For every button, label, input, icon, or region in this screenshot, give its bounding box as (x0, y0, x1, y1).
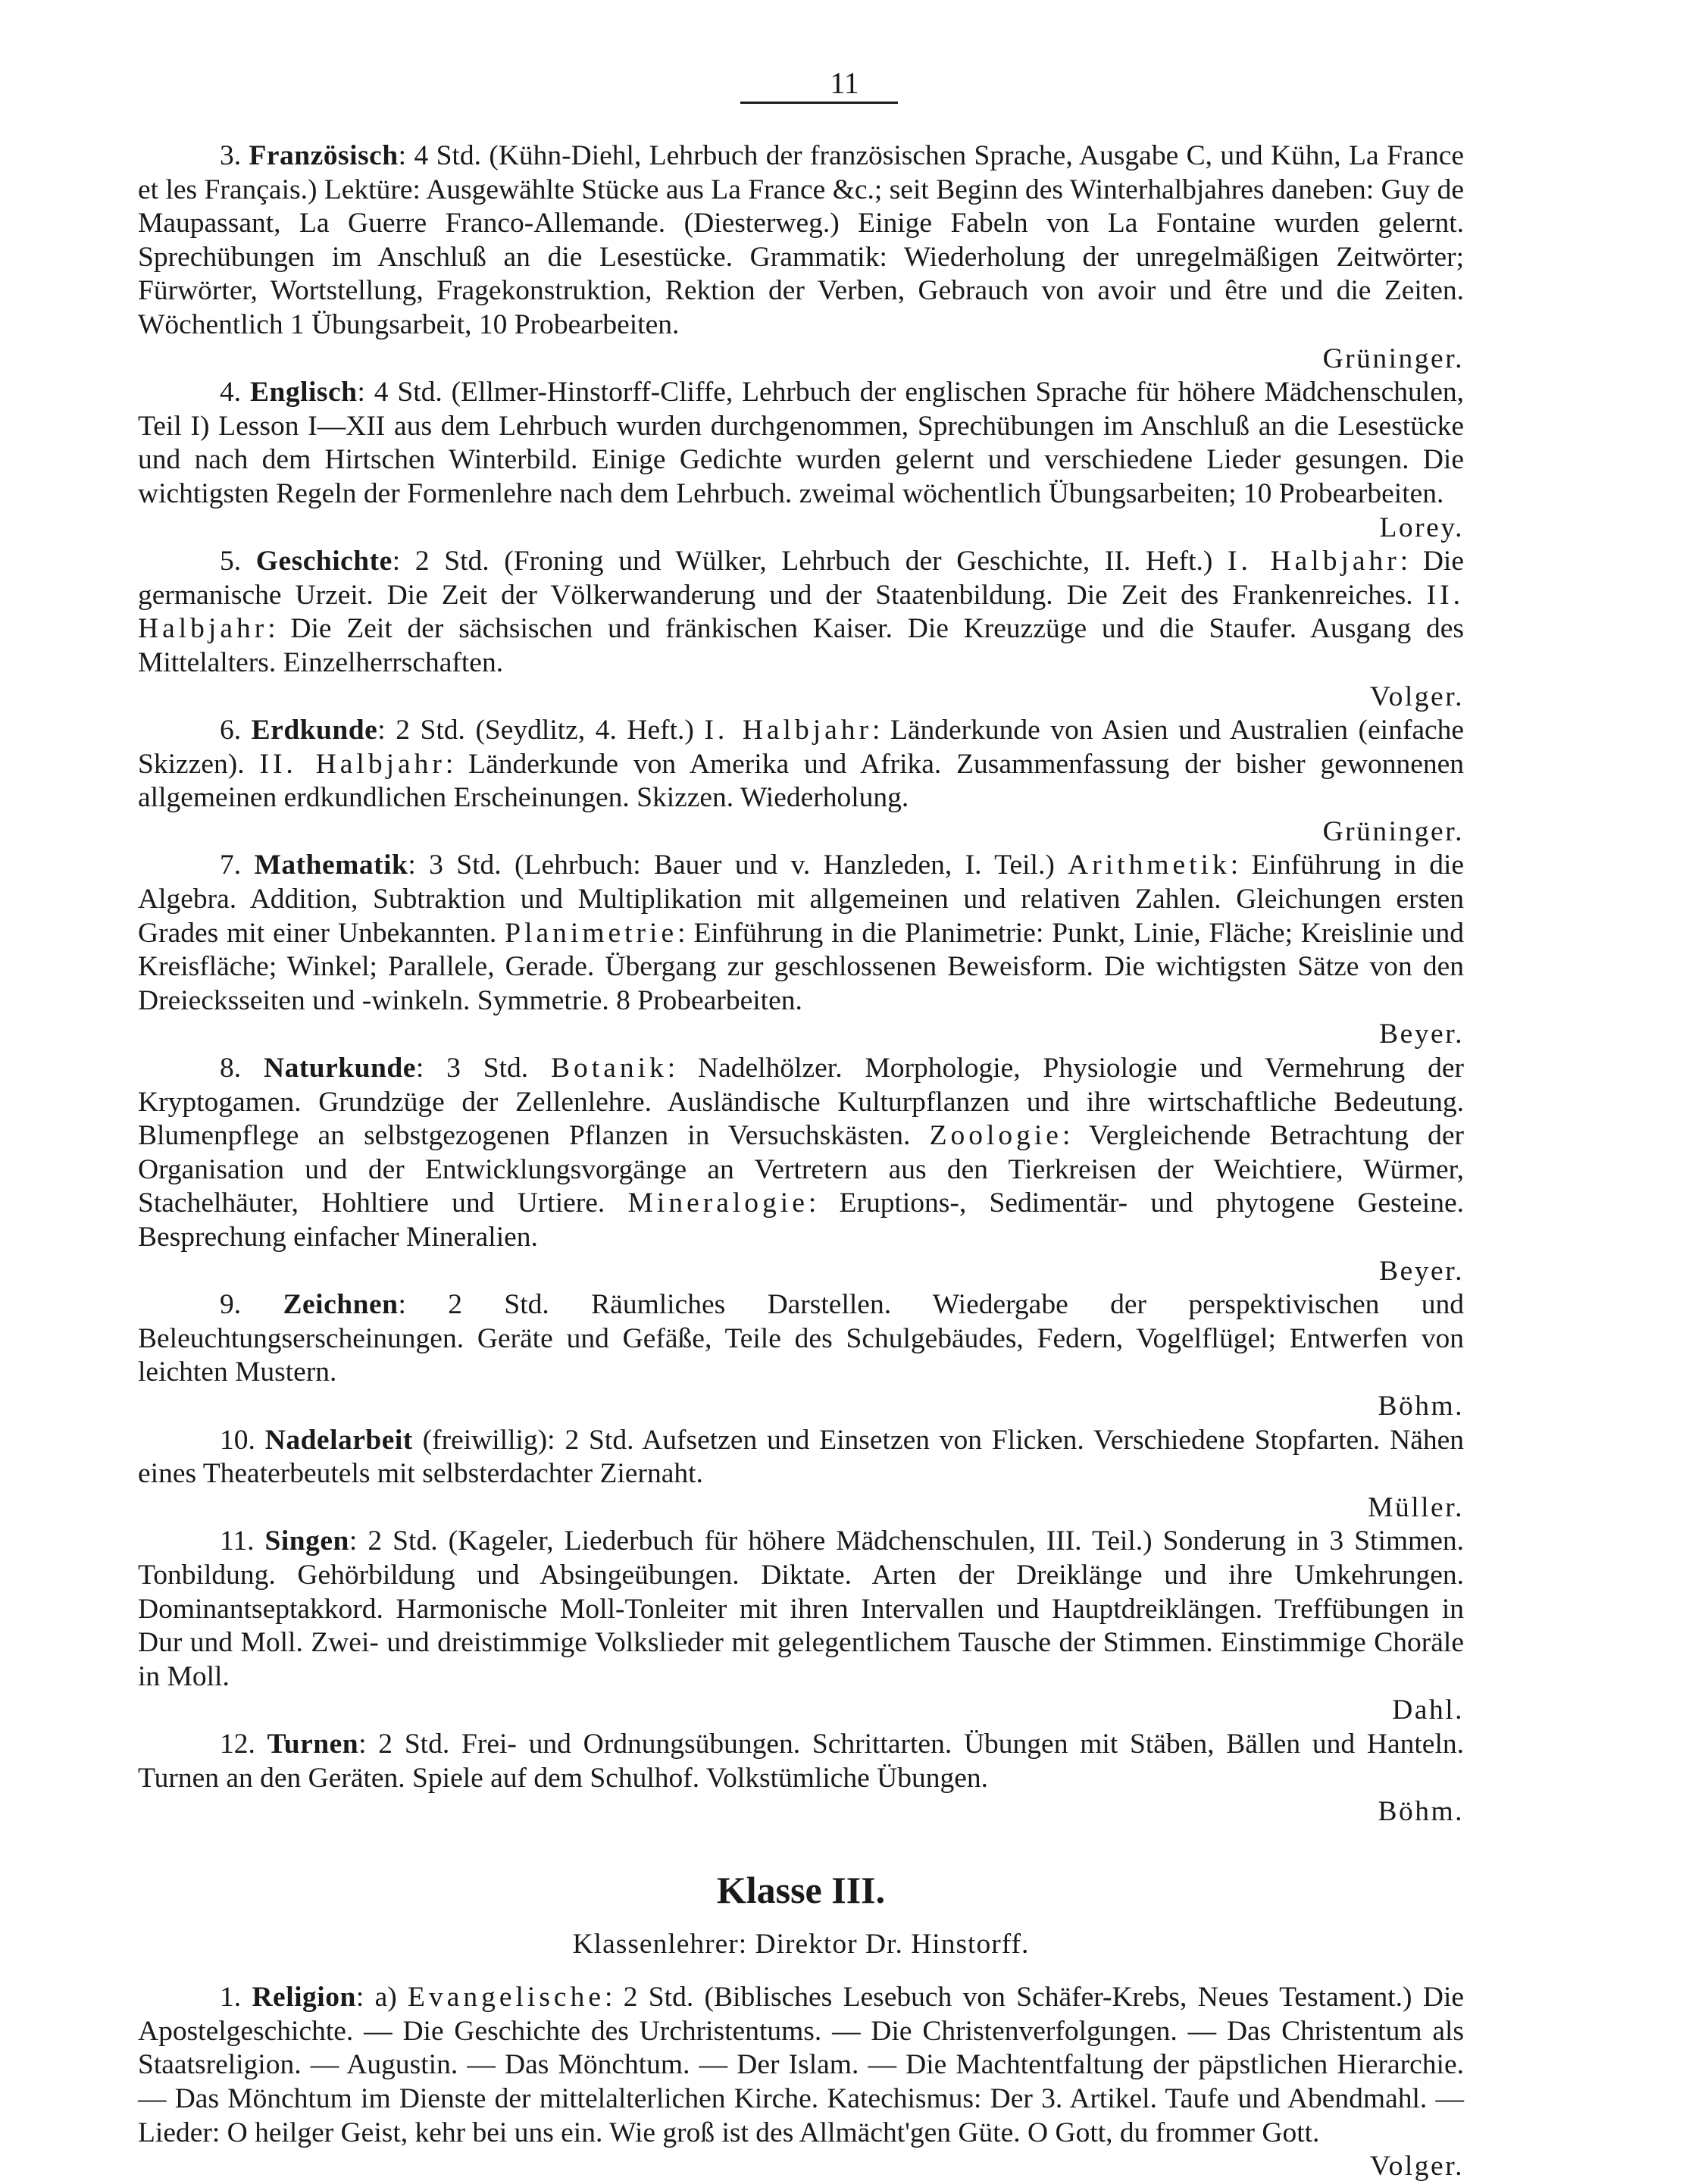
page-number: 11 (830, 66, 859, 100)
subject-paragraph (138, 1525, 1464, 1728)
subject-paragraph (138, 1052, 1464, 1288)
subject-number: 3. (220, 140, 249, 171)
subject-text: : 2 Std. Frei- und Ordnungsübungen. Schrittarten. Übungen mit Stäben, Bällen und Hanteln. Turnen an den Geräten. Spiele auf dem Schulhof. Volkstümliche Übungen. (138, 1728, 1464, 1794)
subject-paragraph (138, 1288, 1464, 1423)
subject-paragraph (138, 1728, 1464, 1829)
subject-paragraph (138, 545, 1464, 714)
page-number-underline (740, 102, 898, 104)
teacher-name: Böhm. (1378, 1796, 1464, 1828)
subject-text: : 2 Std. (Kageler, Liederbuch für höhere Mädchenschulen, III. Teil.) Sonderung in 3 Stimmen. Tonbildung. Gehörbildung und Absingeübungen. Diktate. Arten der Dreiklänge und ihre Umkehrungen. Dominantseptakkord. Harmonische Moll-Tonleiter mit ihren Intervallen und Hauptdreiklängen. Treffübungen in Dur und Moll. Zwei- und dreistimmige Volkslieder mit gelegentlichem Tausche der Stimmen. Einstimmige Choräle in Moll. (138, 1525, 1464, 1692)
emphasized-term: Arithmetik (1068, 850, 1231, 881)
subject-paragraph (138, 1424, 1464, 1525)
subject-text: : Die germanische Urzeit. Die Zeit der Völkerwanderung und der Staatenbildung. Die Zeit des Frankenreiches. (138, 546, 1464, 611)
subject-number: 11. (220, 1525, 265, 1557)
subject-list-klasse-iv (138, 139, 1464, 1829)
teacher-name: Grüninger. (1322, 343, 1464, 374)
emphasized-term: Botanik (551, 1053, 668, 1084)
subject-title: Turnen (267, 1728, 359, 1760)
subject-text: : 2 Std. (Froning und Wülker, Lehrbuch der Geschichte, II. Heft.) (392, 546, 1228, 577)
subject-text: : 3 Std. (415, 1053, 552, 1084)
subject-text: : 4 Std. (Kühn-Diehl, Lehrbuch der französischen Sprache, Ausgabe C, und Kühn, La France et les Français.) Lektüre: Ausgewählte Stücke aus La France &c.; seit Beginn des Winterhalbjahres daneben: Guy de Maupassant, La Guerre Franco-Allemande. (Diesterweg.) Einige Fabeln von La Fontaine wurden gelernt. Sprechübungen im Anschluß an die Lesestücke. Grammatik: Wiederholung der unregelmäßigen Zeitwörter; Fürwörter, Wortstellung, Fragekonstruktion, Rektion der Verben, Gebrauch von avoir und être und die Zeiten. Wöchentlich 1 Übungsarbeit, 10 Probearbeiten. (138, 140, 1464, 340)
subject-title: Naturkunde (263, 1053, 416, 1084)
teacher-name: Volger. (1369, 681, 1464, 712)
subject-paragraph (138, 376, 1464, 545)
subject-number: 10. (220, 1424, 265, 1456)
subject-text: : Die Zeit der sächsischen und fränkischen Kaiser. Die Kreuzzüge und die Staufer. Ausgang des Mittelalters. Einzelherrschaften. (138, 613, 1464, 678)
section-heading: Klasse III. (716, 1868, 886, 1911)
subject-text: : Eruptions-, Sedimentär- und phytogene Gesteine. Besprechung einfacher Mineralien. (138, 1187, 1464, 1253)
page-body (138, 139, 1464, 2184)
subject-list-klasse-iii (138, 1981, 1464, 2184)
subject-text: : 2 Std. (Seydlitz, 4. Heft.) (377, 715, 705, 746)
subject-paragraph (138, 1981, 1464, 2184)
subject-paragraph (138, 849, 1464, 1052)
subject-paragraph (138, 139, 1464, 376)
subject-number: 4. (220, 377, 250, 408)
teacher-name: Grüninger. (1322, 815, 1464, 847)
subject-text: : 3 Std. (Lehrbuch: Bauer und v. Hanzleden, I. Teil.) (408, 850, 1068, 881)
teacher-name: Böhm. (1378, 1390, 1464, 1422)
subject-text: (freiwillig): 2 Std. Aufsetzen und Einsetzen von Flicken. Verschiedene Stopfarten. Nähen eines Theaterbeutels mit selbsterdachter Ziernaht. (138, 1424, 1464, 1490)
subject-number: 5. (220, 546, 256, 577)
subject-title: Englisch (249, 377, 358, 408)
subject-title: Religion (252, 1982, 356, 2013)
emphasized-term: Zoologie (929, 1120, 1062, 1152)
subject-text: : 4 Std. (Ellmer-Hinstorff-Cliffe, Lehrbuch der englischen Sprache für höhere Mädchenschulen, Teil I) Lesson I—XII aus dem Lehrbuch wurden durchgenommen, Sprechübungen im Anschluß an die Lesestücke und nach dem Hirtschen Winterbild. Einige Gedichte wurden gelernt und verschiedene Lieder gesungen. Die wichtigsten Regeln der Formenlehre nach dem Lehrbuch. zweimal wöchentlich Übungsarbeiten; 10 Probearbeiten. (138, 377, 1464, 509)
subject-title: Nadelarbeit (264, 1424, 413, 1456)
subject-text: : Einführung in die Algebra. Addition, Subtraktion und Multiplikation mit allgemeinen und relativen Zahlen. Gleichungen ersten Grades mit einer Unbekannten. (138, 850, 1465, 949)
subject-title: Französisch (249, 140, 399, 171)
subject-text: : Länderkunde von Amerika und Afrika. Zusammenfassung der bisher gewonnenen allgemeinen erdkundlichen Erscheinungen. Skizzen. Wiederholung. (138, 748, 1464, 814)
subject-text: : Vergleichende Betrachtung der Organisation und der Entwicklungsvorgänge an Vertretern aus den Tierkreisen der Weichtiere, Würmer, Stachelhäuter, Hohltiere und Urtiere. (138, 1120, 1465, 1219)
subject-paragraph (138, 714, 1464, 849)
teacher-name: Müller. (1368, 1491, 1464, 1523)
subject-number: 1. (220, 1982, 252, 2013)
subject-title: Geschichte (255, 546, 393, 577)
subject-number: 7. (220, 850, 255, 881)
subject-title: Mathematik (254, 850, 408, 881)
emphasized-term: Planimetrie (505, 917, 678, 949)
subject-number: 6. (220, 715, 252, 746)
emphasized-term: Mineralogie (627, 1187, 809, 1219)
teacher-name: Lorey. (1379, 512, 1464, 543)
subject-title: Singen (264, 1525, 349, 1557)
teacher-name: Beyer. (1379, 1255, 1464, 1287)
teacher-name: Beyer. (1379, 1018, 1464, 1050)
emphasized-term: Evangelische (408, 1982, 605, 2013)
emphasized-term: I. Halbjahr (704, 715, 873, 746)
subject-text: : 2 Std. Räumliches Darstellen. Wiedergabe der perspektivischen und Beleuchtungserscheinungen. Geräte und Gefäße, Teile des Schulgebäudes, Federn, Vogelflügel; Entwerfen von leichten Mustern. (138, 1289, 1464, 1388)
subject-text: : 2 Std. (Biblisches Lesebuch von Schäfer-Krebs, Neues Testament.) Die Apostelgeschichte. — Die Geschichte des Urchristentums. — Die Christenverfolgungen. — Das Christentum als Staatsreligion. — Augustin. — Das Mönchtum. — Der Islam. — Die Machtentfaltung der päpstlichen Hierarchie. — Das Mönchtum im Dienste der mittelalterlichen Kirche. Katechismus: Der 3. Artikel. Taufe und Abendmahl. — Lieder: O heilger Geist, kehr bei uns ein. Wie groß ist des Allmächt'gen Güte. O Gott, du frommer Gott. (138, 1982, 1465, 2148)
teacher-name: Dahl. (1392, 1694, 1464, 1726)
subject-text: : Länderkunde von Asien und Australien (einfache Skizzen). (138, 715, 1465, 780)
subject-title: Erdkunde (251, 715, 378, 746)
subject-number: 12. (220, 1728, 267, 1760)
class-teacher-line: Klassenlehrer: Direktor Dr. Hinstorff. (572, 1928, 1030, 1960)
emphasized-term: I. Halbjahr (1228, 546, 1400, 577)
teacher-name: Volger. (1369, 2151, 1464, 2182)
emphasized-term: II. Halbjahr (259, 748, 446, 780)
subject-text: : Einführung in die Planimetrie: Punkt, Linie, Fläche; Kreislinie und Kreisfläche; Winkel; Parallele, Gerade. Übergang zur geschlossenen Beweisform. Die wichtigsten Sätze von den Dreiecksseiten und -winkeln. Symmetrie. 8 Probearbeiten. (138, 917, 1464, 1016)
subject-number: 8. (220, 1053, 264, 1084)
subject-text: : a) (355, 1982, 408, 2013)
subject-title: Zeichnen (283, 1289, 399, 1321)
subject-number: 9. (220, 1289, 283, 1321)
emphasized-term: II. Halbjahr (138, 579, 1464, 645)
subject-text: : Nadelhölzer. Morphologie, Physiologie und Vermehrung der Kryptogamen. Grundzüge der Zellenlehre. Ausländische Kulturpflanzen und ihre wirtschaftliche Bedeutung. Blumenpflege an selbstgezogenen Pflanzen in Versuchskästen. (138, 1053, 1464, 1152)
